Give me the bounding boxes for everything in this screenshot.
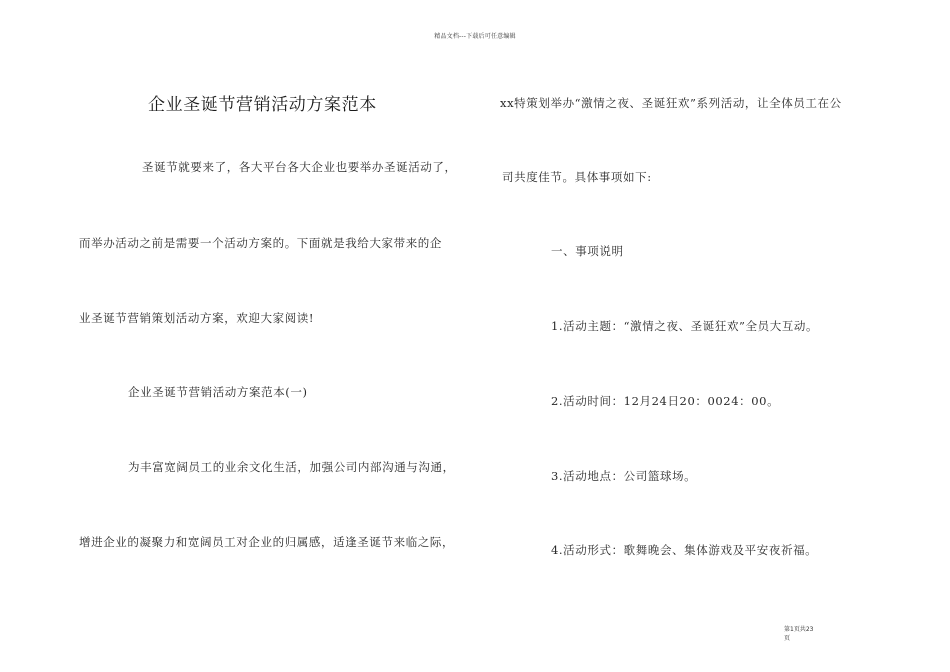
section-heading: 企业圣诞节营销活动方案范本(一): [128, 385, 308, 399]
paragraph-line: 司共度佳节。具体事项如下:: [502, 170, 652, 184]
paragraph-line: 业圣诞节营销策划活动方案，欢迎大家阅读!: [79, 311, 315, 325]
page-number-line-1: 第1页共23: [784, 626, 814, 633]
paragraph-line: 而举办活动之前是需要一个活动方案的。下面就是我给大家带来的企: [79, 236, 442, 250]
header-note: 精品文档---下载后可任意编辑: [434, 33, 516, 40]
list-item: 2.活动时间：12月24日20：0024：00。: [551, 394, 780, 408]
list-item: 4.活动形式：歌舞晚会、集体游戏及平安夜祈福。: [551, 543, 818, 557]
paragraph-line: 为丰富宽阔员工的业余文化生活，加强公司内部沟通与沟通，: [128, 460, 455, 474]
section-heading: 一、事项说明: [551, 244, 624, 258]
paragraph-line: 圣诞节就要来了，各大平台各大企业也要举办圣诞活动了，: [142, 160, 457, 174]
list-item: 3.活动地点：公司篮球场。: [551, 469, 697, 483]
list-item: 1.活动主题：“激情之夜、圣诞狂欢”全员大互动。: [551, 319, 819, 333]
page-number-line-2: 页: [784, 635, 791, 642]
paragraph-line: 增进企业的凝聚力和宽阔员工对企业的归属感，适逢圣诞节来临之际，: [79, 535, 455, 549]
paragraph-line: xx特策划举办“激情之夜、圣诞狂欢”系列活动，让全体员工在公: [500, 96, 842, 110]
page-number: [784, 625, 854, 643]
document-title: 企业圣诞节营销活动方案范本: [148, 95, 377, 115]
